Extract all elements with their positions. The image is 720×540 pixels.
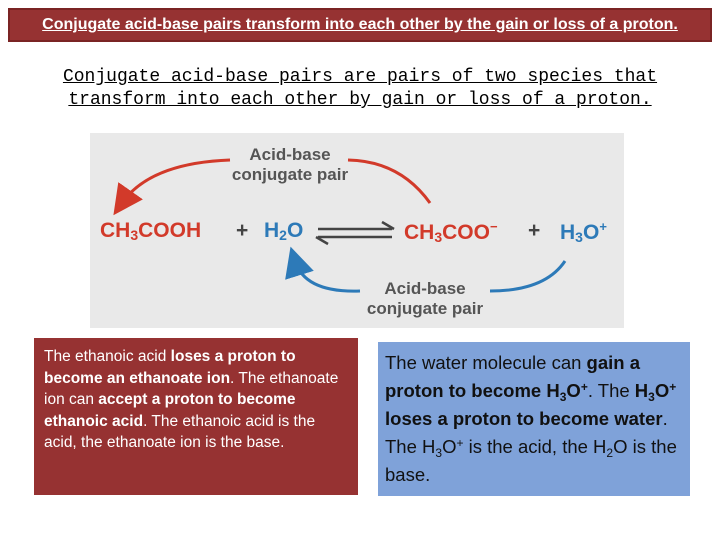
left-text-1: The ethanoic acid [44, 348, 171, 365]
bottom-label-line2: conjugate pair [366, 299, 484, 318]
ethanoic-acid-explanation [34, 338, 358, 495]
page-title: Conjugate acid-base pairs transform into each other by the gain or loss of a proton. [42, 16, 678, 33]
plus-sign-2: + [528, 219, 541, 242]
title-bar [8, 8, 712, 42]
left-text-bold-2: accept a proton to become ethanoic acid [44, 391, 296, 430]
base-pair-arrow [295, 261, 360, 291]
species-h3o: $H_3O^+$ [560, 219, 607, 245]
species-h2o: $H_2O$ [264, 219, 304, 243]
plus-sign-1: + [236, 219, 249, 242]
right-text-bold-2: $H_3O^+$ loses a proton to become water [385, 380, 677, 429]
left-text-bold-1: loses a proton to become an ethanoate ion [44, 348, 296, 387]
species-ch3cooh: $CH_3COOH$ [100, 219, 202, 243]
species-ch3coo: $CH_3COO^-$ [404, 219, 498, 245]
left-text-2: . The ethanoate ion can [44, 369, 339, 408]
base-pair-arrow-right [490, 261, 565, 291]
subtitle: Conjugate acid-base pairs are pairs of two species that transform into each other by gain or loss of a proton. [62, 67, 658, 110]
right-text-3: . The $H_3O^+$ is the acid, the $H_2O$ is the base. [385, 408, 677, 485]
water-explanation [378, 342, 690, 496]
right-text-2: . The [587, 380, 635, 401]
bottom-pair-label [360, 279, 490, 319]
right-text-bold-1: gain a proton to become $H_3O^+$ [385, 352, 641, 404]
right-text-1: The water molecule can [385, 352, 587, 373]
top-label-line1: Acid-base [249, 145, 331, 164]
conjugate-pair-diagram [90, 133, 624, 328]
acid-pair-arrow [122, 160, 230, 203]
top-pair-label [230, 145, 350, 185]
left-text-3: . The ethanoic acid is the acid, the ethanoate ion is the base. [44, 412, 316, 451]
top-label-line2: conjugate pair [231, 165, 349, 184]
acid-pair-arrow-right [348, 160, 430, 203]
bottom-label-line1: Acid-base [384, 279, 466, 298]
